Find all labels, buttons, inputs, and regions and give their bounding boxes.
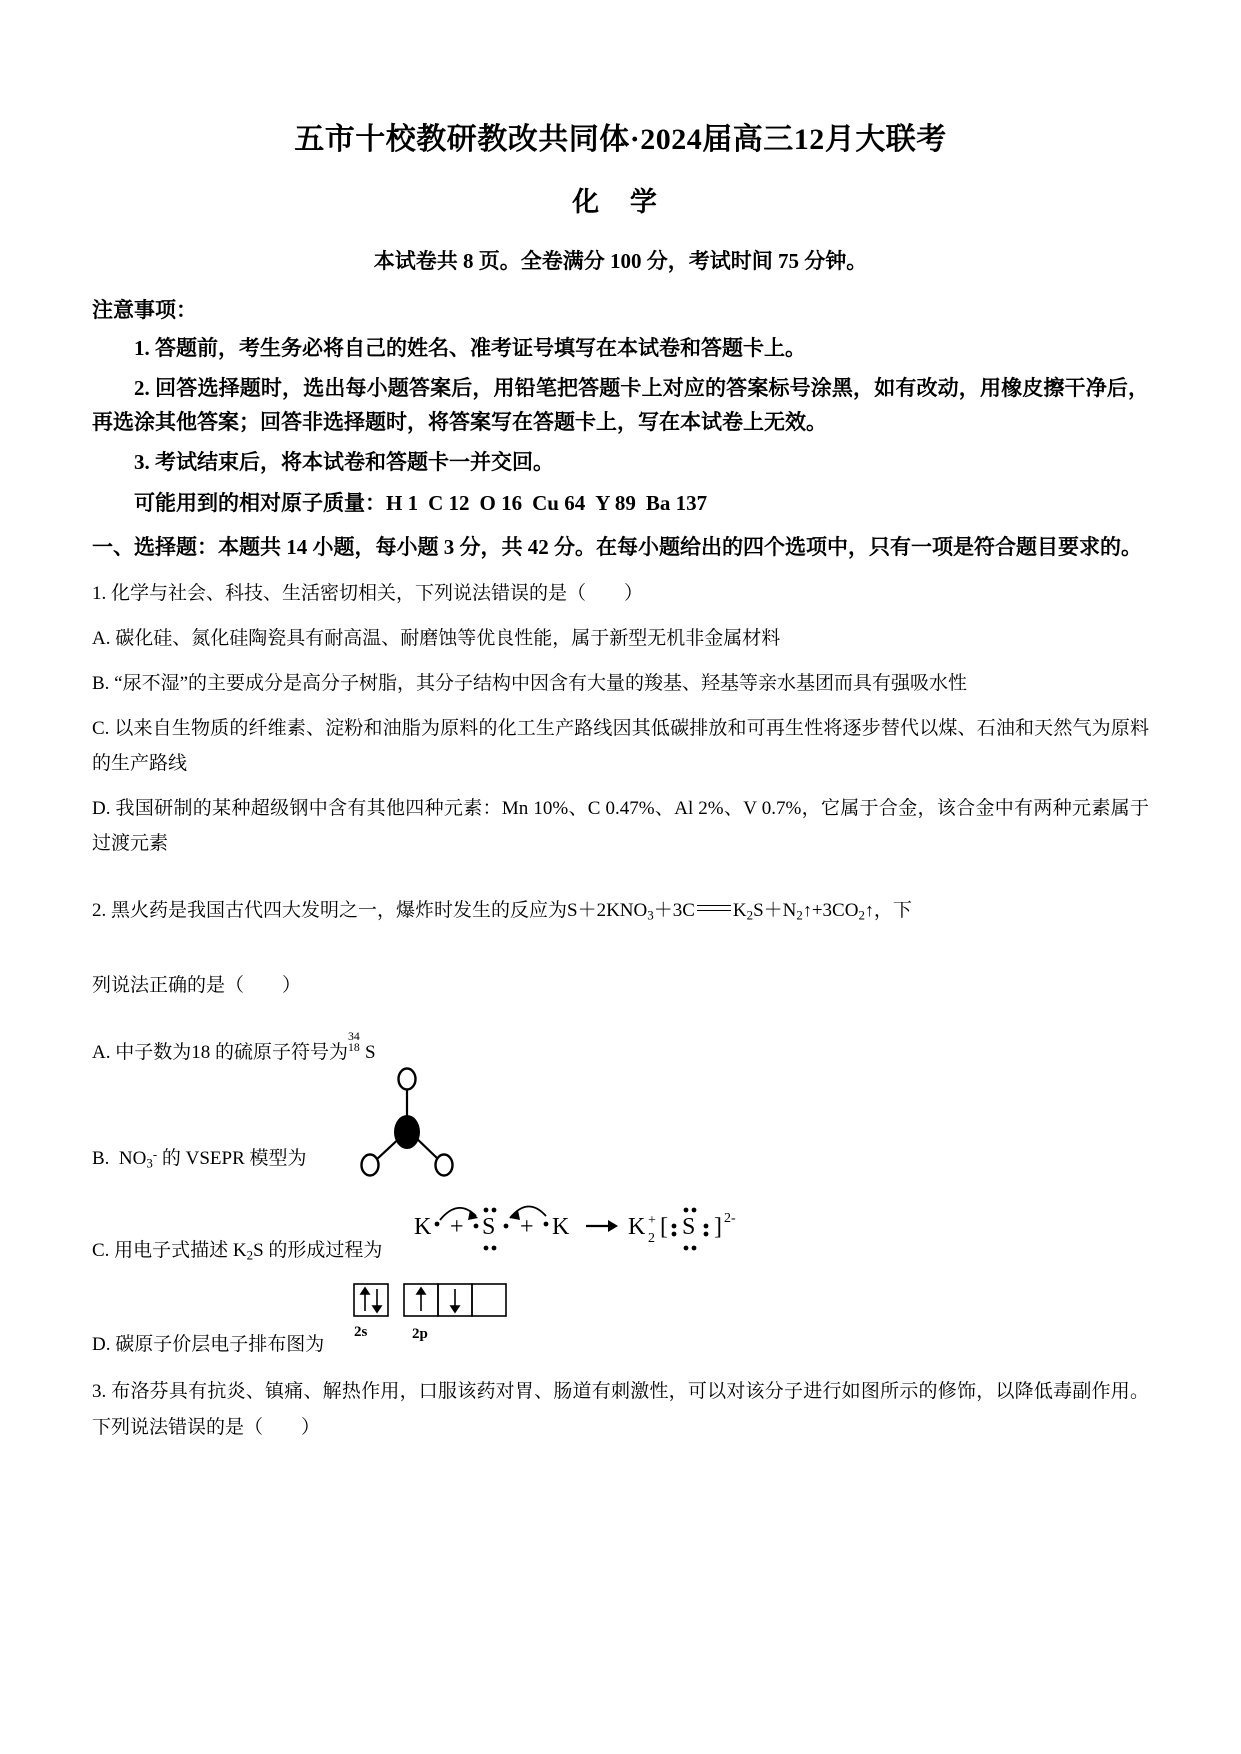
question-1-option-b: B. “尿不湿”的主要成分是高分子树脂，其分子结构中因含有大量的羧基、羟基等亲水基团而具有强吸水性 xyxy=(92,672,968,694)
question-2-option-d-row xyxy=(92,1270,1149,1356)
question-3-text: 布洛芬具有抗炎、镇痛、解热作用，口服该药对胃、肠道有刺激性，可以对该分子进行如图所示的修饰，以降低毒副作用。下列说法错误的是（ ） xyxy=(92,1380,1150,1438)
svg-text:2-: 2- xyxy=(724,1210,736,1226)
svg-text:K: K xyxy=(628,1213,646,1240)
isotope-mass-number: 34 xyxy=(347,1030,360,1044)
question-2-option-a xyxy=(92,1030,1149,1064)
question-2-equation-products: $K_2S+N_2↑+3CO_2↑$ xyxy=(732,899,874,923)
page-title: 五市十校教研教改共同体·2024届高三12月大联考 xyxy=(294,123,947,156)
svg-text:2: 2 xyxy=(648,1230,655,1246)
question-1-option-a: A. 碳化硅、氮化硅陶瓷具有耐高温、耐磨蚀等优良性能，属于新型无机非金属材料 xyxy=(92,627,781,649)
question-1-number: 1. xyxy=(92,582,107,604)
question-2-option-d-label: D. 碳原子价层电子排布图为 xyxy=(92,1333,325,1355)
svg-text:S: S xyxy=(682,1213,696,1240)
question-2-option-c-row xyxy=(92,1174,1149,1270)
subject-title: 化 学 xyxy=(572,187,669,217)
svg-text:K: K xyxy=(414,1213,432,1240)
atomic-mass-o: O 16 xyxy=(479,490,523,515)
atomic-mass-h: H 1 xyxy=(386,490,419,515)
notice-item-3: 3. 考试结束后，将本试卷和答题卡一并交回。 xyxy=(134,450,554,475)
atomic-mass-line xyxy=(92,486,1149,520)
question-2-option-a-text: A. 中子数为18 的硫原子符号为 xyxy=(92,1041,348,1063)
question-1-stem xyxy=(92,576,1149,611)
question-2-equation-reactants: $S+2KNO_3+3C$ xyxy=(567,899,695,923)
atomic-mass-y: Y 89 xyxy=(595,490,636,515)
question-2-stem-line2: 列说法正确的是（ ） xyxy=(92,974,302,996)
isotope-atomic-number: 18 xyxy=(347,1040,360,1054)
atomic-mass-ba: Ba 137 xyxy=(645,490,708,515)
svg-text:[: [ xyxy=(660,1213,668,1240)
question-3-number: 3. xyxy=(92,1380,107,1402)
isotope-symbol: S xyxy=(364,1041,376,1063)
exam-info-line: 本试卷共 8 页。全卷满分 100 分，考试时间 75 分钟。 xyxy=(373,249,868,273)
svg-text:+: + xyxy=(520,1213,534,1240)
orbital-box-diagram-icon xyxy=(348,1280,538,1354)
vsepr-tetrahedral-model-icon xyxy=(342,1066,472,1184)
question-2-number: 2. xyxy=(92,899,107,921)
question-2-option-b-row xyxy=(92,1064,1149,1174)
question-2-text: 黑火药是我国古代四大发明之一，爆炸时发生的反应为 xyxy=(111,899,568,921)
orbital-label-2s: 2s xyxy=(354,1323,368,1340)
section-one-heading: 一、选择题：本题共 14 小题，每小题 3 分，共 42 分。在每小题给出的四个选项中，只有一项是符合题目要求的。 xyxy=(92,534,1142,559)
question-1-option-d: D. 我国研制的某种超级钢中含有其他四种元素：Mn 10%、C 0.47%、Al 2%、V 0.7%，它属于合金，该合金中有两种元素属于过渡元素 xyxy=(92,798,1149,855)
electron-dot-formation-equation-icon xyxy=(410,1182,830,1262)
question-2-stem-tail: ，下 xyxy=(873,899,912,921)
question-3-stem xyxy=(92,1374,1149,1446)
isotope-notation xyxy=(347,1030,365,1058)
notice-item-1: 1. 答题前，考生务必将自己的姓名、准考证号填写在本试卷和答题卡上。 xyxy=(134,336,806,361)
atomic-mass-label: 可能用到的相对原子质量： xyxy=(134,490,386,515)
question-1-text: 化学与社会、科技、生活密切相关，下列说法错误的是（ ） xyxy=(111,582,644,604)
svg-text:]: ] xyxy=(714,1213,722,1240)
question-1-option-c: C. 以来自生物质的纤维素、淀粉和油脂为原料的化工生产路线因其低碳排放和可再生性将逐步替代以煤、石油和天然气为原料的生产路线 xyxy=(92,717,1149,775)
svg-text:+: + xyxy=(450,1213,464,1240)
orbital-label-2p: 2p xyxy=(412,1325,428,1342)
equals-sign-icon xyxy=(697,904,731,914)
atomic-mass-cu: Cu 64 xyxy=(532,490,586,515)
svg-text:K: K xyxy=(552,1213,570,1240)
atomic-mass-c: C 12 xyxy=(428,490,470,515)
notice-item-2: 2. 回答选择题时，选出每小题答案后，用铅笔把答题卡上对应的答案标号涂黑，如有改动，用橡皮擦干净后，再选涂其他答案；回答非选择题时，将答案写在答题卡上，写在本试卷上无效。 xyxy=(92,376,1149,435)
notice-heading: 注意事项： xyxy=(92,298,197,322)
svg-text:S: S xyxy=(482,1213,496,1240)
question-2-option-b-label: B. $NO_3^-$ 的 VSEPR 模型为 xyxy=(92,1146,307,1171)
svg-text:+: + xyxy=(648,1212,656,1228)
question-2-option-c-label: C. 用电子式描述 $K_2S$ 的形成过程为 xyxy=(92,1239,383,1263)
question-2-stem xyxy=(92,892,1149,930)
